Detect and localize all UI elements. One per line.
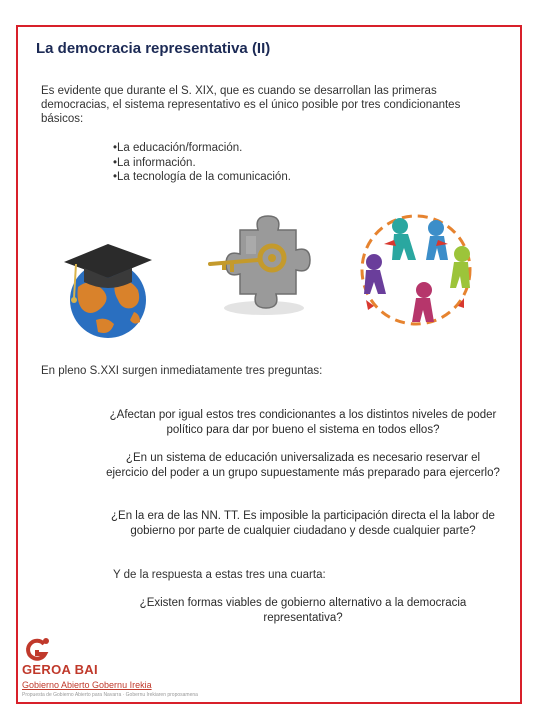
logo-subtitle: Gobierno Abierto Gobernu Irekia	[22, 680, 152, 690]
final-question: ¿Existen formas viables de gobierno alternativo a la democracia representativa?	[139, 597, 467, 624]
logo-g-icon	[24, 638, 50, 662]
logo-tagline: Propuesta de Gobierno Abierto para Navarra · Gobernu Irekiaren proposamena	[22, 692, 198, 698]
question-2: ¿En un sistema de educación universalizada es necesario reservar el ejercicio del poder a un grupo supuestamente más preparado para ejercerlo?	[106, 452, 500, 479]
question-3: ¿En la era de las NN. TT. Es imposible la participación directa el la labor de gobierno por parte de cualquier ciudadano y desde cualquier parte?	[111, 510, 495, 537]
geroabai-logo	[22, 638, 202, 698]
slide-title: La democracia representativa (II)	[36, 40, 271, 57]
graduation-globe-image	[56, 232, 156, 342]
intro-paragraph: Es evidente que durante el S. XIX, que es cuando se desarrollan las primeras democracias, el sistema representativo es el único posible por tres condicionantes básicos:	[41, 85, 461, 125]
list-item: •La información.	[113, 156, 196, 169]
puzzle-key-image	[202, 200, 322, 318]
conditions-list	[113, 141, 291, 185]
question-1: ¿Afectan por igual estos tres condicionantes a los distintos niveles de poder político para dar por bueno el sistema en todos ellos?	[109, 409, 497, 436]
questions-lead: En pleno S.XXI surgen inmediatamente tres preguntas:	[41, 365, 323, 377]
logo-wordmark: GEROA BAI	[22, 662, 98, 677]
list-item: •La educación/formación.	[113, 142, 243, 154]
people-circle-image	[344, 204, 489, 334]
follow-up-text: Y de la respuesta a estas tres una cuarta:	[113, 569, 326, 581]
list-item: •La tecnología de la comunicación.	[113, 171, 291, 183]
